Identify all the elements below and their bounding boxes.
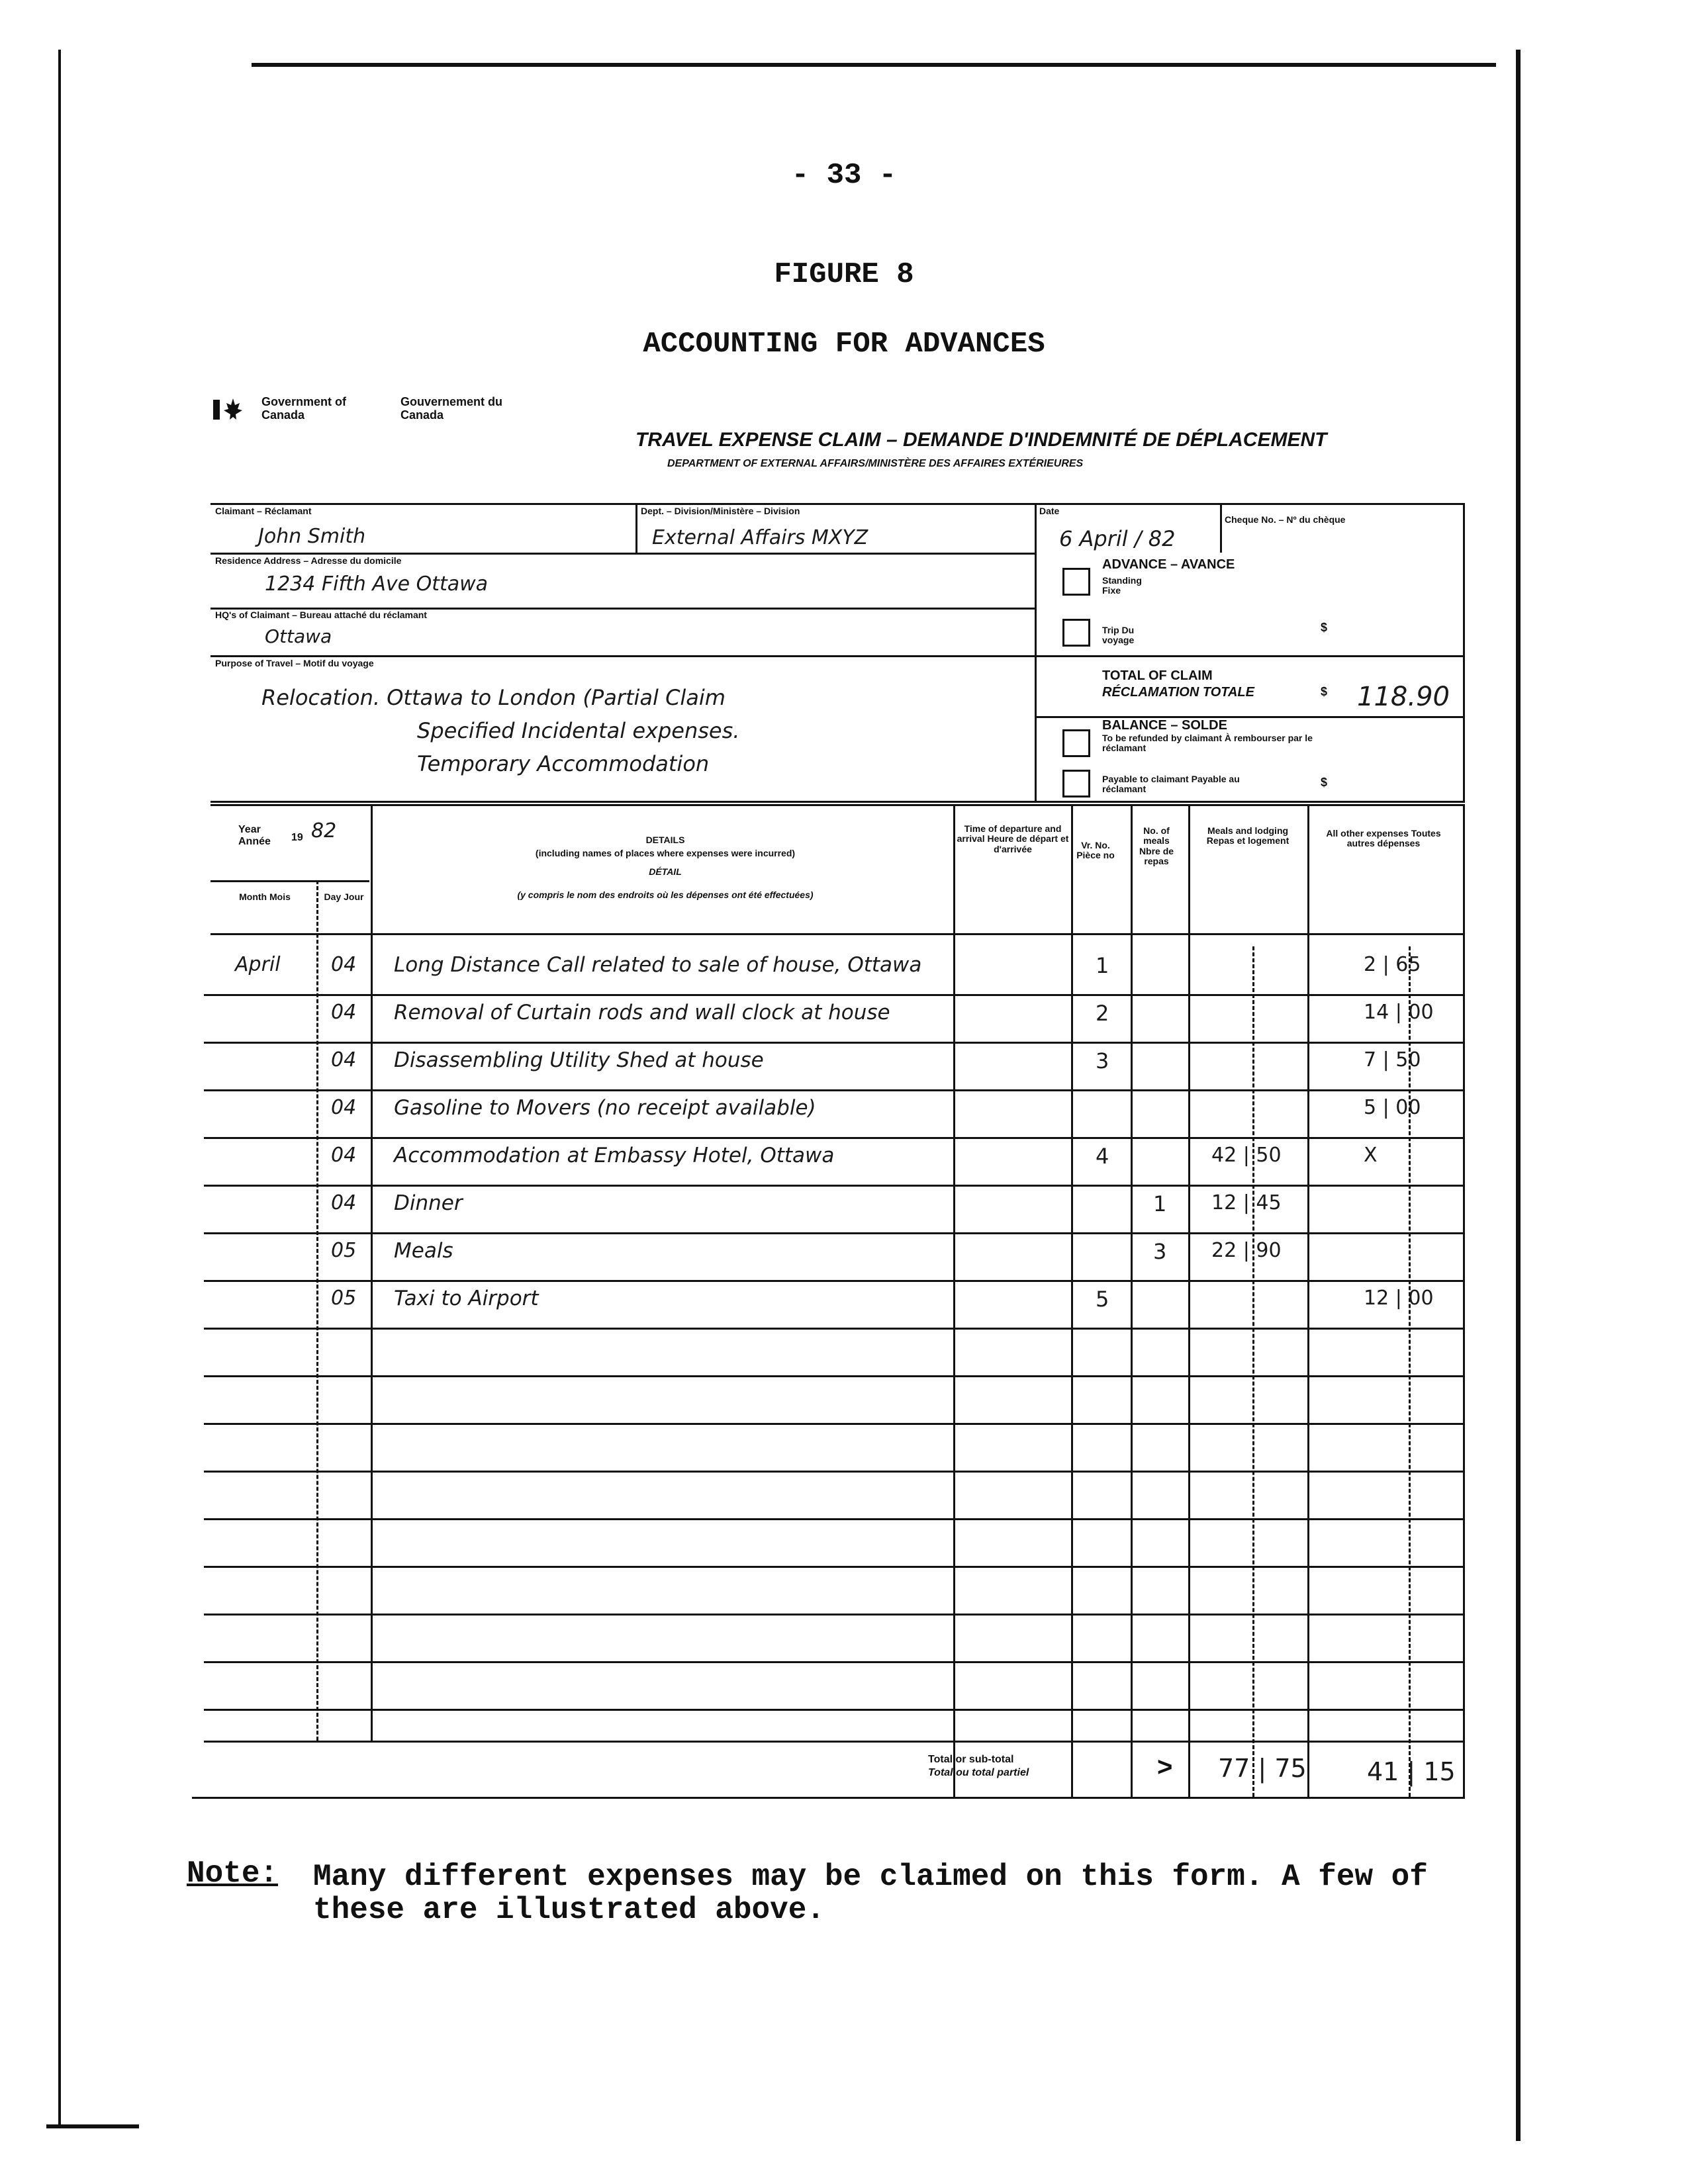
trip-label: Trip Du voyage bbox=[1102, 625, 1135, 646]
row-lodging: 12 | 45 bbox=[1211, 1191, 1282, 1214]
purpose-label: Purpose of Travel – Motif du voyage bbox=[215, 658, 374, 668]
details-sub-fr: (y compris le nom des endroits où les dépenses ont été effectuées) bbox=[517, 889, 814, 900]
left-page-border bbox=[58, 50, 61, 2128]
grid-line bbox=[371, 804, 373, 1741]
cheque-label: Cheque No. – Nº du chèque bbox=[1225, 514, 1346, 525]
page-number: - 33 - bbox=[791, 159, 897, 192]
grid-line bbox=[204, 1185, 1465, 1187]
subtotal-arrow: > bbox=[1157, 1752, 1173, 1782]
row-day: 04 bbox=[331, 1048, 357, 1071]
dept-label: Dept. – Division/Ministère – Division bbox=[641, 506, 800, 516]
year-prefix: 19 bbox=[291, 832, 303, 843]
purpose-line-1: Relocation. Ottawa to London (Partial Claim bbox=[261, 685, 726, 710]
advance-label: ADVANCE – AVANCE bbox=[1102, 557, 1235, 572]
row-day: 05 bbox=[331, 1287, 357, 1310]
gov-fr: Gouvernement du Canada bbox=[400, 395, 503, 422]
grid-line bbox=[204, 1042, 1465, 1044]
row-detail: Accommodation at Embassy Hotel, Ottawa bbox=[394, 1144, 835, 1167]
other-label: All other expenses Toutes autres dépenses bbox=[1326, 828, 1441, 849]
row-lodging: 42 | 50 bbox=[1211, 1144, 1282, 1167]
grid-line bbox=[192, 1797, 1465, 1799]
purpose-line-3: Temporary Accommodation bbox=[417, 751, 710, 776]
grid-line bbox=[211, 880, 369, 882]
grid-line bbox=[204, 1614, 1465, 1615]
row-detail: Removal of Curtain rods and wall clock at house bbox=[394, 1001, 890, 1024]
grid-line bbox=[204, 1709, 1465, 1711]
row-detail: Meals bbox=[394, 1239, 453, 1263]
row-voucher: 5 bbox=[1096, 1287, 1109, 1312]
trip-dollar: $ bbox=[1321, 621, 1328, 634]
row-voucher: 4 bbox=[1096, 1144, 1109, 1169]
row-day: 04 bbox=[331, 1191, 357, 1214]
grid-line bbox=[204, 1089, 1465, 1091]
grid-line bbox=[204, 1661, 1465, 1663]
row-other: 12 | 00 bbox=[1364, 1287, 1434, 1310]
grid-line bbox=[1188, 804, 1190, 1797]
row-detail: Disassembling Utility Shed at house bbox=[394, 1048, 764, 1072]
payable-checkbox[interactable] bbox=[1062, 770, 1090, 797]
grid-line bbox=[204, 1137, 1465, 1139]
row-detail: Long Distance Call related to sale of house, Ottawa bbox=[394, 953, 922, 977]
standing-checkbox[interactable] bbox=[1062, 568, 1090, 596]
grid-line bbox=[1463, 804, 1465, 1797]
hq-label: HQ's of Claimant – Bureau attaché du réclamant bbox=[215, 610, 427, 620]
year-value: 82 bbox=[311, 819, 337, 842]
row-other: 14 | 00 bbox=[1364, 1001, 1434, 1024]
subtotal-other: 41 | 15 bbox=[1367, 1757, 1456, 1786]
row-detail: Taxi to Airport bbox=[394, 1287, 539, 1310]
refund-label: To be refunded by claimant À rembourser par le réclamant bbox=[1102, 733, 1313, 754]
refund-checkbox[interactable] bbox=[1062, 729, 1090, 757]
note-text-line-2: these are illustrated above. bbox=[313, 1893, 825, 1927]
total-value: 118.90 bbox=[1357, 682, 1450, 712]
grid-line bbox=[204, 1471, 1465, 1473]
figure-label: FIGURE 8 bbox=[774, 258, 914, 291]
meals-lodging-label: Meals and lodging Repas et logement bbox=[1206, 825, 1289, 846]
dept-value: External Affairs MXYZ bbox=[652, 526, 868, 549]
standing-label: Standing Fixe bbox=[1102, 575, 1142, 596]
meals-count-label: No. of meals Nbre de repas bbox=[1139, 825, 1174, 867]
grid-line bbox=[204, 1518, 1465, 1520]
grid-line bbox=[204, 1280, 1465, 1282]
top-page-border bbox=[252, 63, 1496, 67]
payable-dollar: $ bbox=[1321, 776, 1328, 789]
total-label-en: TOTAL OF CLAIM bbox=[1102, 668, 1213, 683]
grid-line bbox=[953, 804, 955, 1797]
grid-line bbox=[204, 1423, 1465, 1425]
row-detail: Gasoline to Movers (no receipt available) bbox=[394, 1096, 816, 1120]
grid-line bbox=[204, 1328, 1465, 1330]
right-page-border bbox=[1516, 50, 1521, 2141]
form-subtitle: DEPARTMENT OF EXTERNAL AFFAIRS/MINISTÈRE DES AFFAIRES EXTÉRIEURES bbox=[667, 458, 1084, 469]
row-other: X bbox=[1364, 1144, 1378, 1167]
row-voucher: 1 bbox=[1096, 953, 1109, 978]
bottom-page-border bbox=[46, 2124, 139, 2128]
payable-label: Payable to claimant Payable au réclamant bbox=[1102, 774, 1240, 795]
date-value: 6 April / 82 bbox=[1059, 526, 1176, 551]
grid-line bbox=[211, 804, 1465, 806]
grid-line bbox=[1307, 804, 1309, 1797]
row-other: 7 | 50 bbox=[1364, 1048, 1421, 1071]
subtotal-meals: 77 | 75 bbox=[1218, 1754, 1307, 1783]
row-detail: Dinner bbox=[394, 1191, 463, 1215]
note-label: Note: bbox=[187, 1856, 279, 1891]
time-label: Time of departure and arrival Heure de départ et d'arrivée bbox=[957, 823, 1069, 854]
residence-label: Residence Address – Adresse du domicile bbox=[215, 555, 402, 566]
grid-line bbox=[204, 1375, 1465, 1377]
figure-title: ACCOUNTING FOR ADVANCES bbox=[643, 328, 1045, 361]
claimant-label: Claimant – Réclamant bbox=[215, 506, 312, 516]
subtotal-label-fr: Total ou total partiel bbox=[928, 1767, 1029, 1778]
row-voucher: 2 bbox=[1096, 1001, 1109, 1026]
row-day: 04 bbox=[331, 1096, 357, 1119]
row-meals-count: 1 bbox=[1153, 1191, 1167, 1216]
year-label: Year Année bbox=[238, 824, 271, 847]
grid-line bbox=[1409, 946, 1411, 1797]
form-title: TRAVEL EXPENSE CLAIM – DEMANDE D'INDEMNITÉ DE DÉPLACEMENT bbox=[635, 429, 1327, 451]
row-day: 04 bbox=[331, 1144, 357, 1167]
details-heading: DETAILS bbox=[645, 835, 685, 845]
row-day: 04 bbox=[331, 1001, 357, 1024]
grid-line bbox=[204, 994, 1465, 996]
row-lodging: 22 | 90 bbox=[1211, 1239, 1282, 1262]
purpose-line-2: Specified Incidental expenses. bbox=[417, 718, 740, 743]
row-other: 5 | 00 bbox=[1364, 1096, 1421, 1119]
month-label: Month Mois bbox=[239, 891, 291, 902]
hq-value: Ottawa bbox=[265, 625, 332, 647]
total-label-fr: RÉCLAMATION TOTALE bbox=[1102, 685, 1254, 700]
claimant-value: John Smith bbox=[258, 525, 366, 548]
row-meals-count: 3 bbox=[1153, 1239, 1167, 1264]
voucher-label: Vr. No. Pièce no bbox=[1076, 840, 1115, 861]
row-other: 2 | 65 bbox=[1364, 953, 1421, 976]
subtotal-label-en: Total or sub-total bbox=[928, 1754, 1014, 1765]
details-heading-fr: DÉTAIL bbox=[649, 866, 682, 877]
grid-line bbox=[1252, 946, 1254, 1797]
canada-flag-logo bbox=[213, 397, 248, 422]
grid-line bbox=[1071, 804, 1073, 1797]
details-sub: (including names of places where expenses were incurred) bbox=[535, 848, 796, 858]
note-text-line-1: Many different expenses may be claimed on this form. A few of bbox=[313, 1860, 1428, 1894]
balance-label: BALANCE – SOLDE bbox=[1102, 718, 1227, 733]
residence-value: 1234 Fifth Ave Ottawa bbox=[265, 572, 489, 596]
row-month: April bbox=[235, 953, 281, 976]
date-label: Date bbox=[1039, 506, 1060, 516]
row-voucher: 3 bbox=[1096, 1048, 1109, 1073]
total-dollar: $ bbox=[1321, 685, 1328, 698]
grid-line bbox=[1131, 804, 1133, 1797]
day-label: Day Jour bbox=[324, 891, 364, 902]
row-day: 04 bbox=[331, 953, 357, 976]
grid-line bbox=[316, 880, 318, 1741]
row-day: 05 bbox=[331, 1239, 357, 1262]
grid-line bbox=[204, 1566, 1465, 1568]
grid-line bbox=[211, 933, 1465, 935]
grid-line bbox=[204, 1741, 1465, 1743]
trip-checkbox[interactable] bbox=[1062, 619, 1090, 647]
gov-en: Government of Canada bbox=[261, 395, 347, 422]
grid-line bbox=[204, 1232, 1465, 1234]
